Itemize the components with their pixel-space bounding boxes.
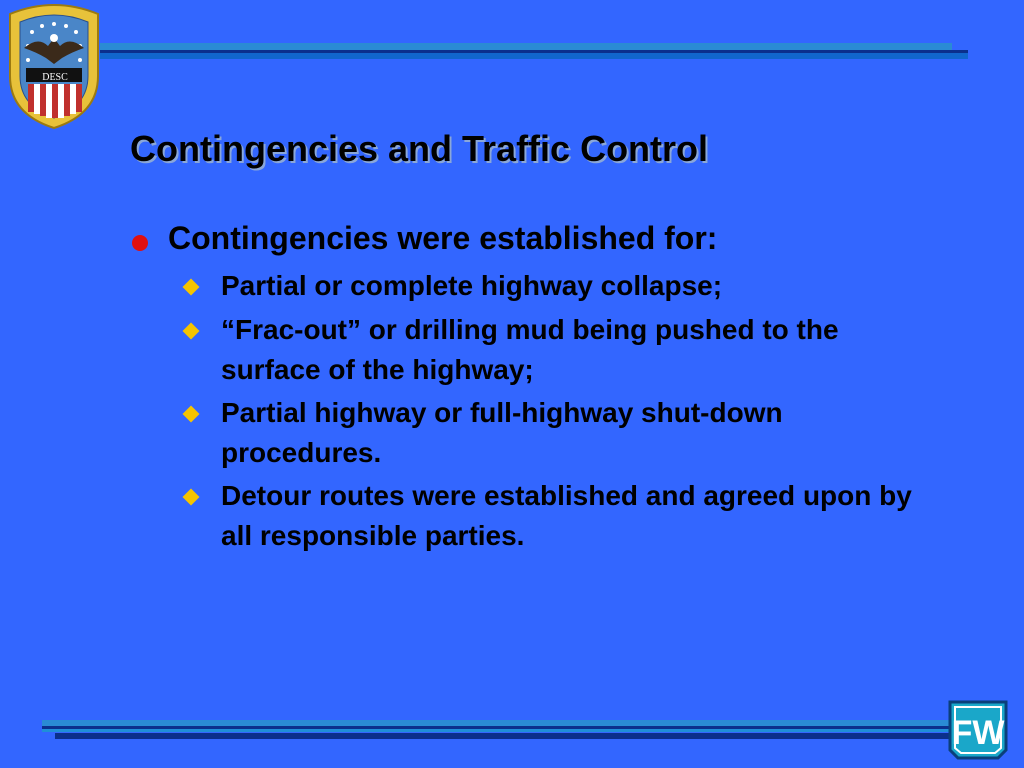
header-rule-upper: [100, 43, 952, 50]
bullet-text: Contingencies were established for:: [168, 220, 718, 256]
list-item-text: Detour routes were established and agreed upon by all responsible parties.: [221, 480, 912, 551]
yellow-diamond-bullet-icon: [183, 406, 200, 423]
footer-rule-lower: [55, 733, 952, 739]
list-item-text: “Frac-out” or drilling mud being pushed to the surface of the highway;: [221, 314, 839, 385]
red-disc-bullet-icon: [132, 235, 148, 251]
seal-label: DESC: [42, 72, 68, 83]
list-item-text: Partial highway or full-highway shut-down procedures.: [221, 397, 783, 468]
fw-logo-icon: [946, 698, 1010, 762]
yellow-diamond-bullet-icon: [183, 323, 200, 340]
yellow-diamond-bullet-icon: [183, 279, 200, 296]
yellow-diamond-bullet-icon: [183, 489, 200, 506]
fw-logo-text: FW: [951, 714, 1005, 752]
footer-rule-light: [42, 729, 952, 732]
slide-title: Contingencies and Traffic Control: [130, 128, 709, 169]
desc-seal-icon: [2, 2, 106, 130]
header-rule-lower: [100, 53, 968, 59]
list-item-text: Partial or complete highway collapse;: [221, 270, 723, 301]
